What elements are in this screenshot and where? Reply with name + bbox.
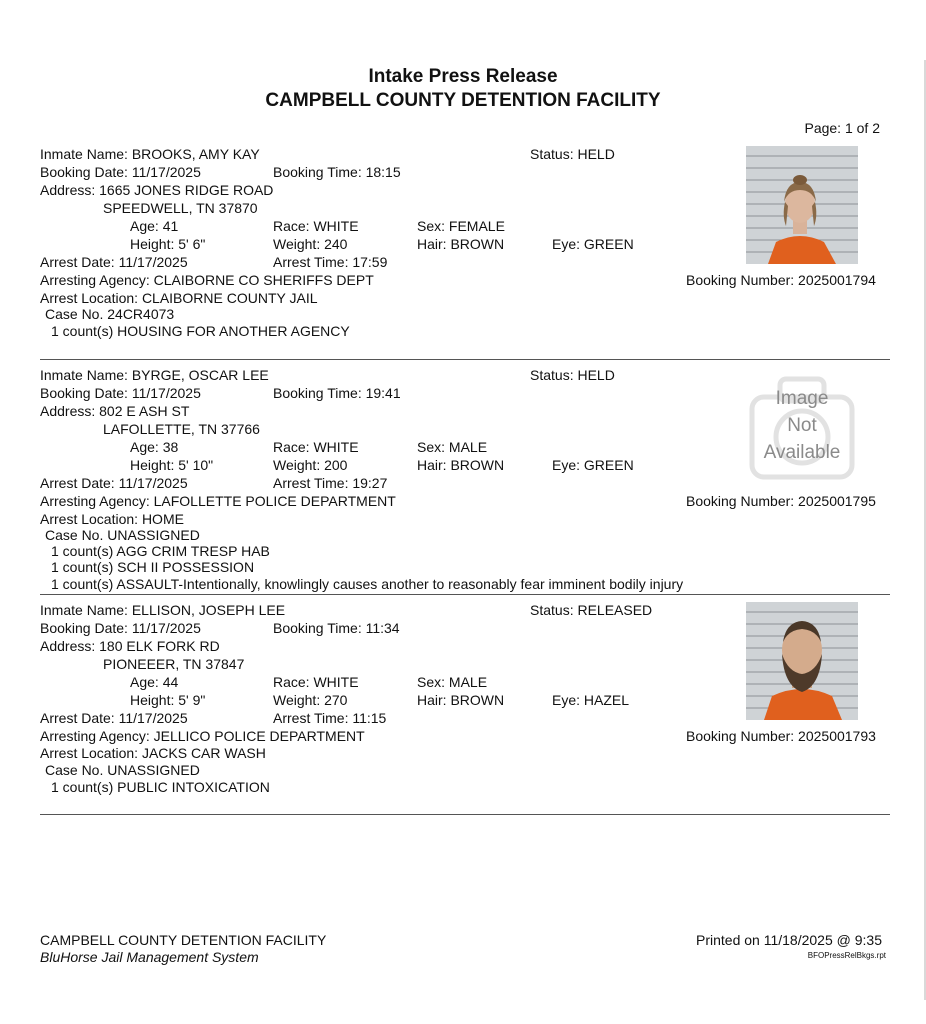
booking-number: Booking Number: 2025001793: [686, 728, 876, 744]
arrest-date: Arrest Date: 11/17/2025: [40, 254, 188, 270]
address-line2: PIONEEER, TN 37847: [103, 656, 245, 672]
charge: 1 count(s) SCH II POSSESSION: [51, 559, 255, 575]
arrest-date: Arrest Date: 11/17/2025: [40, 710, 188, 726]
printed-timestamp: Printed on 11/18/2025 @ 9:35: [696, 932, 882, 948]
race: Race: WHITE: [273, 674, 359, 690]
sex: Sex: FEMALE: [417, 218, 505, 234]
report-title: Intake Press Release: [368, 66, 558, 87]
arrest-location: Arrest Location: HOME: [40, 511, 184, 527]
race: Race: WHITE: [273, 439, 359, 455]
address-line1: Address: 1665 JONES RIDGE ROAD: [40, 182, 274, 198]
image-not-available-placeholder: [746, 367, 858, 485]
weight: Weight: 200: [273, 457, 348, 473]
eye: Eye: GREEN: [552, 457, 634, 473]
weight: Weight: 240: [273, 236, 348, 252]
booking-time: Booking Time: 18:15: [273, 164, 401, 180]
arresting-agency: Arresting Agency: CLAIBORNE CO SHERIFFS DEPT: [40, 272, 374, 288]
address-line2: LAFOLLETTE, TN 37766: [103, 421, 260, 437]
arresting-agency: Arresting Agency: JELLICO POLICE DEPARTMENT: [40, 728, 365, 744]
case-number: Case No. 24CR4073: [45, 306, 175, 322]
booking-date: Booking Date: 11/17/2025: [40, 164, 201, 180]
charge: 1 count(s) AGG CRIM TRESP HAB: [51, 543, 270, 559]
report-filename: BFOPressRelBkgs.rpt: [807, 951, 886, 960]
arrest-location: Arrest Location: JACKS CAR WASH: [40, 745, 266, 761]
eye: Eye: HAZEL: [552, 692, 630, 708]
inmate-name: Inmate Name: BROOKS, AMY KAY: [40, 146, 260, 162]
inmate-name: Inmate Name: ELLISON, JOSEPH LEE: [40, 602, 286, 618]
case-number: Case No. UNASSIGNED: [45, 762, 200, 778]
arrest-location: Arrest Location: CLAIBORNE COUNTY JAIL: [40, 290, 318, 306]
race: Race: WHITE: [273, 218, 359, 234]
booking-number: Booking Number: 2025001794: [686, 272, 876, 288]
footer-facility: CAMPBELL COUNTY DETENTION FACILITY: [40, 932, 327, 948]
sex: Sex: MALE: [417, 674, 488, 690]
arrest-time: Arrest Time: 11:15: [273, 710, 387, 726]
hair: Hair: BROWN: [417, 692, 505, 708]
arrest-time: Arrest Time: 19:27: [273, 475, 388, 491]
record-divider: [40, 814, 890, 815]
eye: Eye: GREEN: [552, 236, 634, 252]
placeholder-text-line: Not: [787, 415, 817, 436]
hair: Hair: BROWN: [417, 236, 505, 252]
height: Height: 5' 10": [130, 457, 214, 473]
record-divider: [40, 594, 890, 595]
arresting-agency: Arresting Agency: LAFOLLETTE POLICE DEPARTMENT: [40, 493, 396, 509]
placeholder-text-line: Available: [763, 442, 841, 463]
age: Age: 44: [130, 674, 179, 690]
address-line2: SPEEDWELL, TN 37870: [103, 200, 258, 216]
address-line1: Address: 802 E ASH ST: [40, 403, 190, 419]
inmate-photo: [746, 602, 858, 720]
charge: 1 count(s) PUBLIC INTOXICATION: [51, 779, 270, 795]
booking-date: Booking Date: 11/17/2025: [40, 385, 201, 401]
footer-system: BluHorse Jail Management System: [40, 949, 259, 965]
arrest-time: Arrest Time: 17:59: [273, 254, 388, 270]
address-line1: Address: 180 ELK FORK RD: [40, 638, 220, 654]
facility-title: CAMPBELL COUNTY DETENTION FACILITY: [265, 90, 661, 111]
arrest-date: Arrest Date: 11/17/2025: [40, 475, 188, 491]
inmate-status: Status: RELEASED: [530, 602, 653, 618]
charge: 1 count(s) ASSAULT-Intentionally, knowlingly causes another to reasonably fear imminent bodily injury: [51, 576, 684, 592]
record-divider: [40, 359, 890, 360]
booking-time: Booking Time: 19:41: [273, 385, 401, 401]
height: Height: 5' 9": [130, 692, 206, 708]
booking-number: Booking Number: 2025001795: [686, 493, 876, 509]
age: Age: 38: [130, 439, 179, 455]
placeholder-text-line: Image: [775, 388, 829, 409]
inmate-photo: [746, 146, 858, 264]
weight: Weight: 270: [273, 692, 348, 708]
inmate-name: Inmate Name: BYRGE, OSCAR LEE: [40, 367, 269, 383]
booking-date: Booking Date: 11/17/2025: [40, 620, 201, 636]
page-number: Page: 1 of 2: [804, 120, 880, 136]
age: Age: 41: [130, 218, 179, 234]
charge: 1 count(s) HOUSING FOR ANOTHER AGENCY: [51, 323, 350, 339]
inmate-status: Status: HELD: [530, 146, 615, 162]
height: Height: 5' 6": [130, 236, 206, 252]
booking-time: Booking Time: 11:34: [273, 620, 400, 636]
sex: Sex: MALE: [417, 439, 488, 455]
inmate-status: Status: HELD: [530, 367, 615, 383]
case-number: Case No. UNASSIGNED: [45, 527, 200, 543]
hair: Hair: BROWN: [417, 457, 505, 473]
